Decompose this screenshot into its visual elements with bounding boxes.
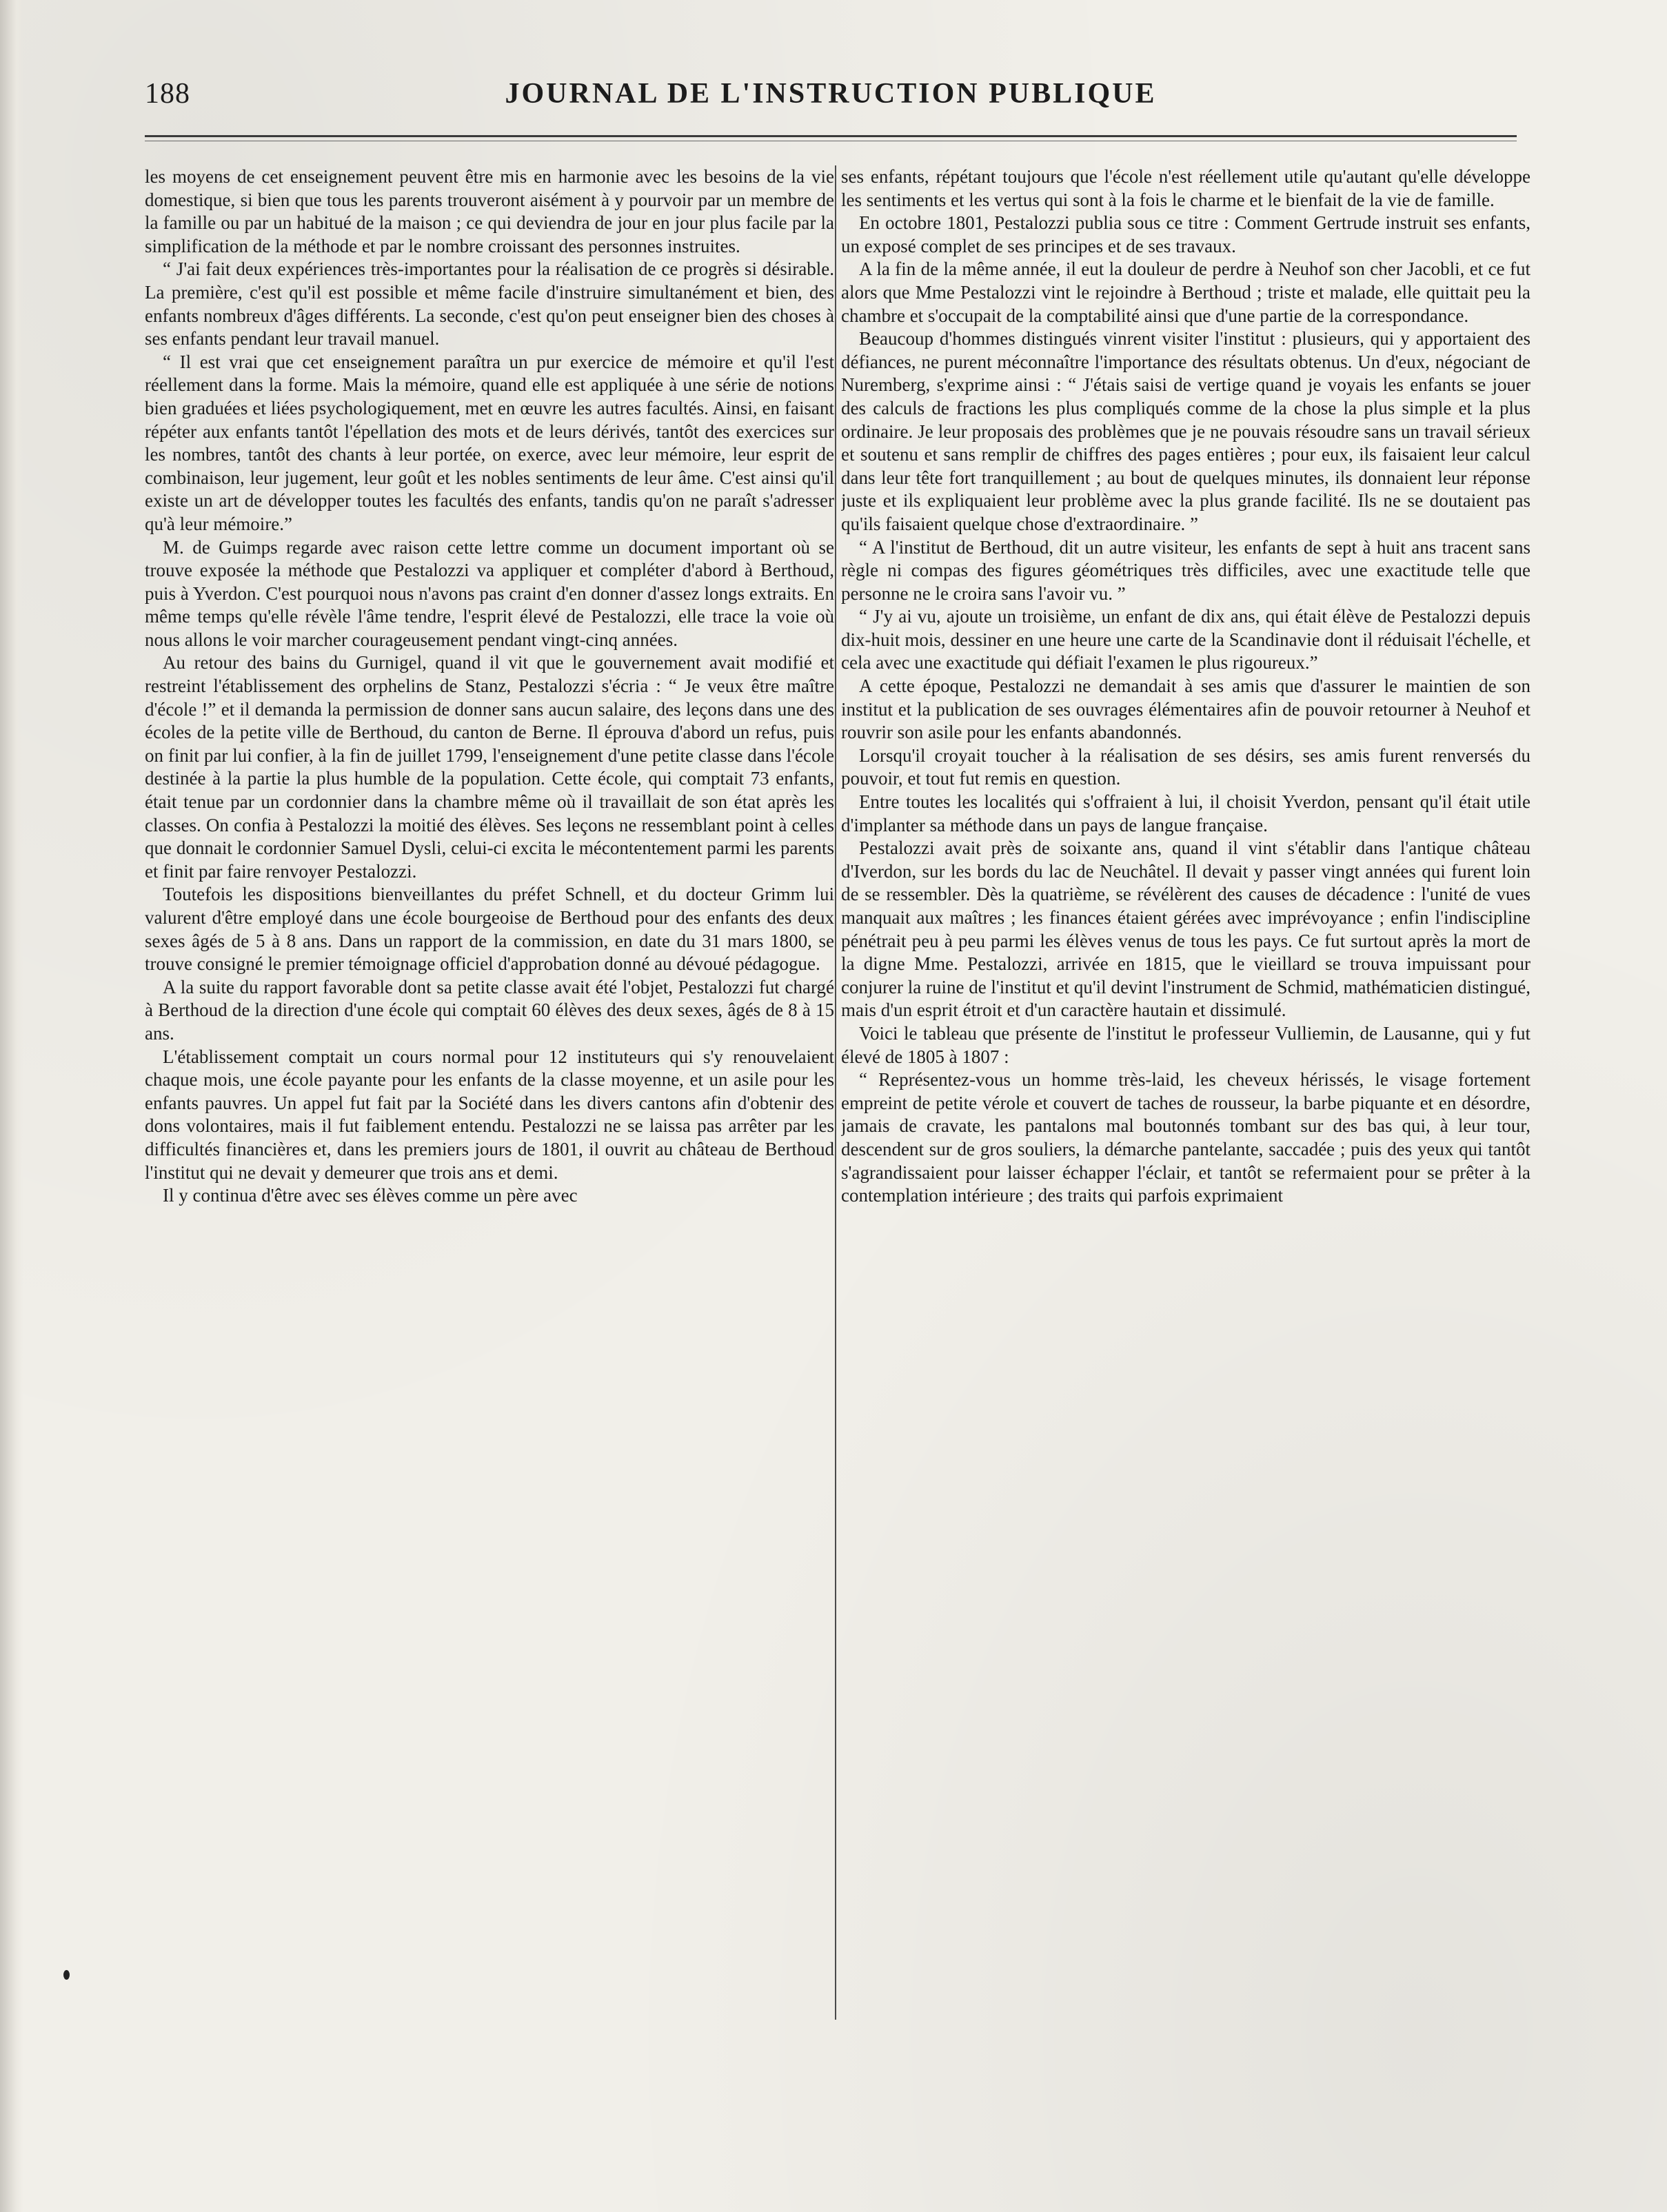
paragraph: Beaucoup d'hommes distingués vinrent visiter l'institut : plusieurs, qui y apportaient des défiances, ne purent méconnaître l'importance des résultats obtenus. Un d'eux, négociant de Nuremberg, s'exprime ainsi : “ J'étais saisi de vertige quand je voyais les enfants se jouer des calculs de fractions les plus compliqués comme de la chose la plus simple et la plus ordinaire. Je leur proposais des problèmes que je ne pouvais résoudre sans un travail sérieux et soutenu et sans remplir de chiffres des pages entières ; pour eux, ils faisaient leur calcul dans leur tête fort tranquillement ; au bout de quelques minutes, ils donnaient leur réponse juste et ils expliquaient leur problème avec la plus grande facilité. Ils ne se doutaient pas qu'ils faisaient quelque chose d'extraordinaire. ” <box>841 328 1530 534</box>
paragraph: L'établissement comptait un cours normal pour 12 instituteurs qui s'y renouvelaient chaque mois, une école payante pour les enfants de la classe moyenne, et un asile pour les enfants pauvres. Un appel fut fait par la Société dans les divers cantons afin d'obtenir des dons volontaires, mais il fut faiblement entendu. Pestalozzi ne se laissa pas arrêter par les difficultés financières et, dans les premiers jours de 1801, il ouvrit au château de Berthoud l'institut qui ne devait y demeurer que trois ans et demi. <box>145 1046 834 1183</box>
ink-speck <box>63 1970 70 1980</box>
paragraph: Lorsqu'il croyait toucher à la réalisation de ses désirs, ses amis furent renversés du pouvoir, et tout fut remis en question. <box>841 744 1530 789</box>
paragraph: A cette époque, Pestalozzi ne demandait à ses amis que d'assurer le maintien de son institut et la publication de ses ouvrages élémentaires afin de pouvoir retourner à Neuhof et rouvrir son asile pour les enfants abandonnés. <box>841 676 1530 743</box>
page-edge-shadow <box>0 0 23 2212</box>
column-divider <box>835 165 836 2020</box>
journal-title: JOURNAL DE L'INSTRUCTION PUBLIQUE <box>505 78 1157 110</box>
paragraph: Il y continua d'être avec ses élèves comme un père avec <box>163 1185 578 1206</box>
header-rule <box>145 135 1517 137</box>
paragraph: Au retour des bains du Gurnigel, quand il vit que le gouvernement avait modifié et restreint l'établissement des orphelins de Stanz, Pestalozzi s'écria : “ Je veux être maître d'école !” et il demanda la permission de donner sans aucun salaire, des leçons dans une des écoles de la petite ville de Berthoud, du canton de Berne. Il éprouva d'abord un refus, puis on finit par lui confier, à la fin de juillet 1799, l'enseignement d'une petite classe dans l'école destinée à la partie la plus humble de la population. Cette école, qui comptait 73 enfants, était tenue par un cordonnier dans la chambre même où il travaillait de son état après les classes. On confia à Pestalozzi la moitié des élèves. Ses leçons ne ressemblant point à celles que donnait le cordonnier Samuel Dysli, celui-ci excita le mécontentement parmi les parents et finit par faire renvoyer Pestalozzi. <box>145 652 834 882</box>
paragraph: “ A l'institut de Berthoud, dit un autre visiteur, les enfants de sept à huit ans tracent sans règle ni compas des figures géométriques très difficiles, avec une exactitude telle que personne ne le croira sans l'avoir vu. ” <box>841 536 1530 604</box>
paragraph: Voici le tableau que présente de l'institut le professeur Vulliemin, de Lausanne, qui y fut élevé de 1805 à 1807 : <box>841 1022 1530 1067</box>
left-column <box>145 165 834 2068</box>
paragraph: En octobre 1801, Pestalozzi publia sous ce titre : Comment Gertrude instruit ses enfants, un exposé complet de ses principes et de ses travaux. <box>841 212 1530 256</box>
paragraph: Toutefois les dispositions bienveillantes du préfet Schnell, et du docteur Grimm lui valurent d'être employé dans une école bourgeoise de Berthoud pour des enfants des deux sexes âgés de 5 à 8 ans. Dans un rapport de la commission, en date du 31 mars 1800, se trouve consigné le premier témoignage officiel d'approbation donné au dévoué pédagogue. <box>145 884 834 975</box>
paragraph: Pestalozzi avait près de soixante ans, quand il vint s'établir dans l'antique château d'Iverdon, sur les bords du lac de Neuchâtel. Il devait y passer vingt années qui furent loin de se ressembler. Dès la quatrième, se révélèrent des causes de décadence : l'unité de vues manquait aux maîtres ; les finances étaient gérées avec imprévoyance ; enfin l'indiscipline pénétrait peu à peu parmi les élèves venus de tous les pays. Ce fut surtout après la mort de la digne Mme. Pestalozzi, arrivée en 1815, que le vieillard se trouva impuissant pour conjurer la ruine de l'institut et qu'il devint l'instrument de Schmid, mathématicien distingué, mais d'un esprit étroit et d'un caractère hautain et dissimulé. <box>841 838 1530 1021</box>
page-number: 188 <box>145 78 190 110</box>
paragraph: “ J'ai fait deux expériences très-importantes pour la réalisation de ce progrès si désirable. La première, c'est qu'il est possible et même facile d'instruire simultanément et bien, des enfants nombreux d'âges différents. La seconde, c'est qu'on peut enseigner bien des choses à ses enfants pendant leur travail manuel. <box>145 258 834 349</box>
paragraph: “ Représentez-vous un homme très-laid, les cheveux hérissés, le visage fortement empreint de petite vérole et couvert de taches de rousseur, la barbe piquante et en désordre, jamais de cravate, les pantalons mal boutonnés tombant sur des bas qui, à leur tour, descendent sur de gros souliers, la démarche pantelante, saccadée ; puis des yeux qui tantôt s'agrandissaient pour laisser échapper l'éclair, et tantôt se refermaient pour se prêter à la contemplation intérieure ; des traits qui parfois exprimaient <box>841 1069 1530 1206</box>
paragraph: A la suite du rapport favorable dont sa petite classe avait été l'objet, Pestalozzi fut chargé à Berthoud de la direction d'une école qui comptait 60 élèves des deux sexes, âgés de 8 à 15 ans. <box>145 976 834 1044</box>
running-head <box>145 77 1517 119</box>
paragraph: M. de Guimps regarde avec raison cette lettre comme un document important où se trouve exposée la méthode que Pestalozzi va appliquer et compléter d'abord à Berthoud, puis à Yverdon. C'est pourquoi nous n'avons pas craint d'en donner d'assez longs extraits. En même temps qu'elle révèle l'âme tendre, l'esprit élevé de Pestalozzi, elle trace la voie où nous allons le voir marcher courageusement pendant vingt-cinq années. <box>145 536 834 650</box>
paragraph: A la fin de la même année, il eut la douleur de perdre à Neuhof son cher Jacobli, et ce fut alors que Mme Pestalozzi vint le rejoindre à Berthoud ; triste et malade, elle quittait peu la chambre et s'occupait de la comptabilité ainsi que d'une partie de la correspondance. <box>841 258 1530 326</box>
paragraph: ses enfants, répétant toujours que l'école n'est réellement utile qu'autant qu'elle développe les sentiments et les vertus qui sont à la fois le charme et le bienfait de la vie de famille. <box>841 166 1530 210</box>
paragraph: “ Il est vrai que cet enseignement paraîtra un pur exercice de mémoire et qu'il l'est réellement dans la forme. Mais la mémoire, quand elle est appliquée à une série de notions bien graduées et liées psychologiquement, met en œuvre les autres facultés. Ainsi, en faisant répéter aux enfants tantôt l'épellation des mots et de leurs dérivés, tantôt des exercices sur les nombres, tantôt des chants à leur portée, on exerce, avec leur mémoire, leur esprit de combinaison, leur jugement, leur goût et les nobles sentiments de leur âme. C'est ainsi qu'il existe un art de développer toutes les facultés des enfants, tandis qu'on ne paraît s'adresser qu'à leur mémoire.” <box>145 351 834 534</box>
right-column <box>841 165 1530 2068</box>
paragraph: Entre toutes les localités qui s'offraient à lui, il choisit Yverdon, pensant qu'il était utile d'implanter sa méthode dans un pays de langue française. <box>841 791 1530 835</box>
paragraph: “ J'y ai vu, ajoute un troisième, un enfant de dix ans, qui était élève de Pestalozzi depuis dix-huit mois, dessiner en une heure une carte de la Scandinavie dont il réduisait l'échelle, et cela avec une exactitude qui défiait l'examen le plus rigoureux.” <box>841 606 1530 673</box>
paragraph: les moyens de cet enseignement peuvent être mis en harmonie avec les besoins de la vie domestique, si bien que tous les parents trouveront aisément à y pourvoir par un membre de la famille ou par un habitué de la maison ; ce qui deviendra de jour en jour plus facile par la simplification de la méthode et par le nombre croissant des personnes instruites. <box>145 166 834 256</box>
